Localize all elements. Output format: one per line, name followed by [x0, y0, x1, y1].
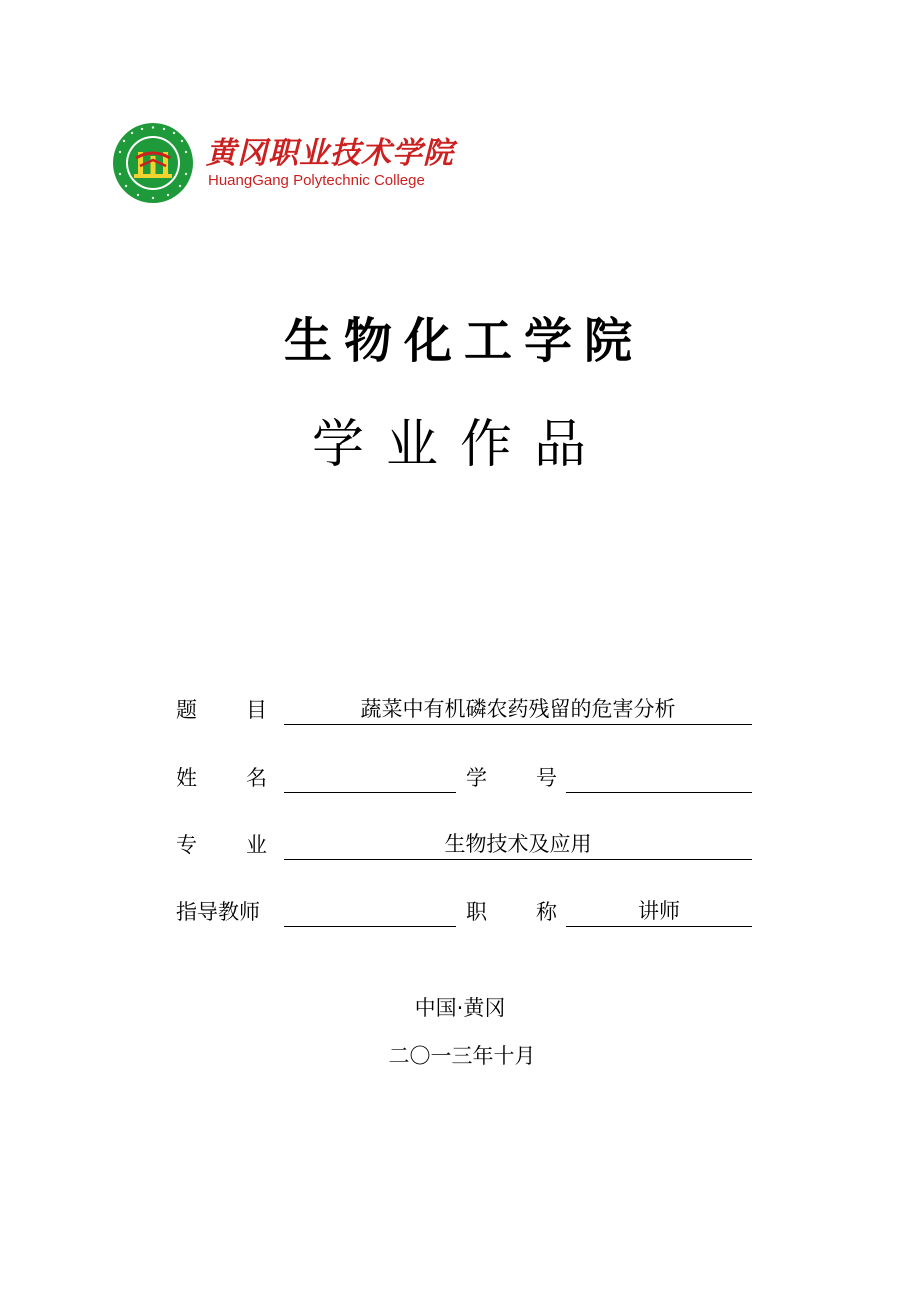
major-label-2: 业: [246, 833, 267, 857]
rank-field[interactable]: 讲师: [566, 896, 752, 927]
advisor-title-row: [0, 896, 920, 930]
name-id-row: [0, 762, 920, 796]
rank-label-1: 职: [466, 900, 487, 924]
id-label-2: 号: [536, 766, 557, 790]
college-title: 生物化工学院: [283, 313, 644, 369]
topic-label-2: 目: [246, 698, 267, 722]
advisor-field[interactable]: [284, 896, 456, 927]
logo-english-name: HuangGang Polytechnic College: [208, 172, 425, 189]
college-logo: [112, 122, 472, 202]
place-text: 中国·黄冈: [414, 996, 506, 1020]
name-label-1: 姓: [176, 766, 197, 790]
major-field[interactable]: 生物技术及应用: [284, 829, 752, 860]
logo-chinese-name: 黄冈职业技术学院: [206, 136, 454, 171]
id-label-1: 学: [466, 766, 487, 790]
college-seal-icon: [112, 122, 194, 204]
topic-row: [0, 694, 920, 728]
name-field[interactable]: [284, 762, 456, 793]
rank-label-2: 称: [536, 900, 557, 924]
document-type-title: 学业作品: [312, 415, 609, 475]
name-label-2: 名: [246, 766, 267, 790]
topic-field[interactable]: 蔬菜中有机磷农药残留的危害分析: [284, 694, 752, 725]
topic-label-1: 题: [176, 698, 197, 722]
date-text: 二〇一三年十月: [388, 1044, 536, 1068]
major-label-1: 专: [176, 833, 197, 857]
major-row: [0, 829, 920, 863]
student-id-field[interactable]: [566, 762, 752, 793]
advisor-label: 指导教师: [176, 900, 260, 924]
